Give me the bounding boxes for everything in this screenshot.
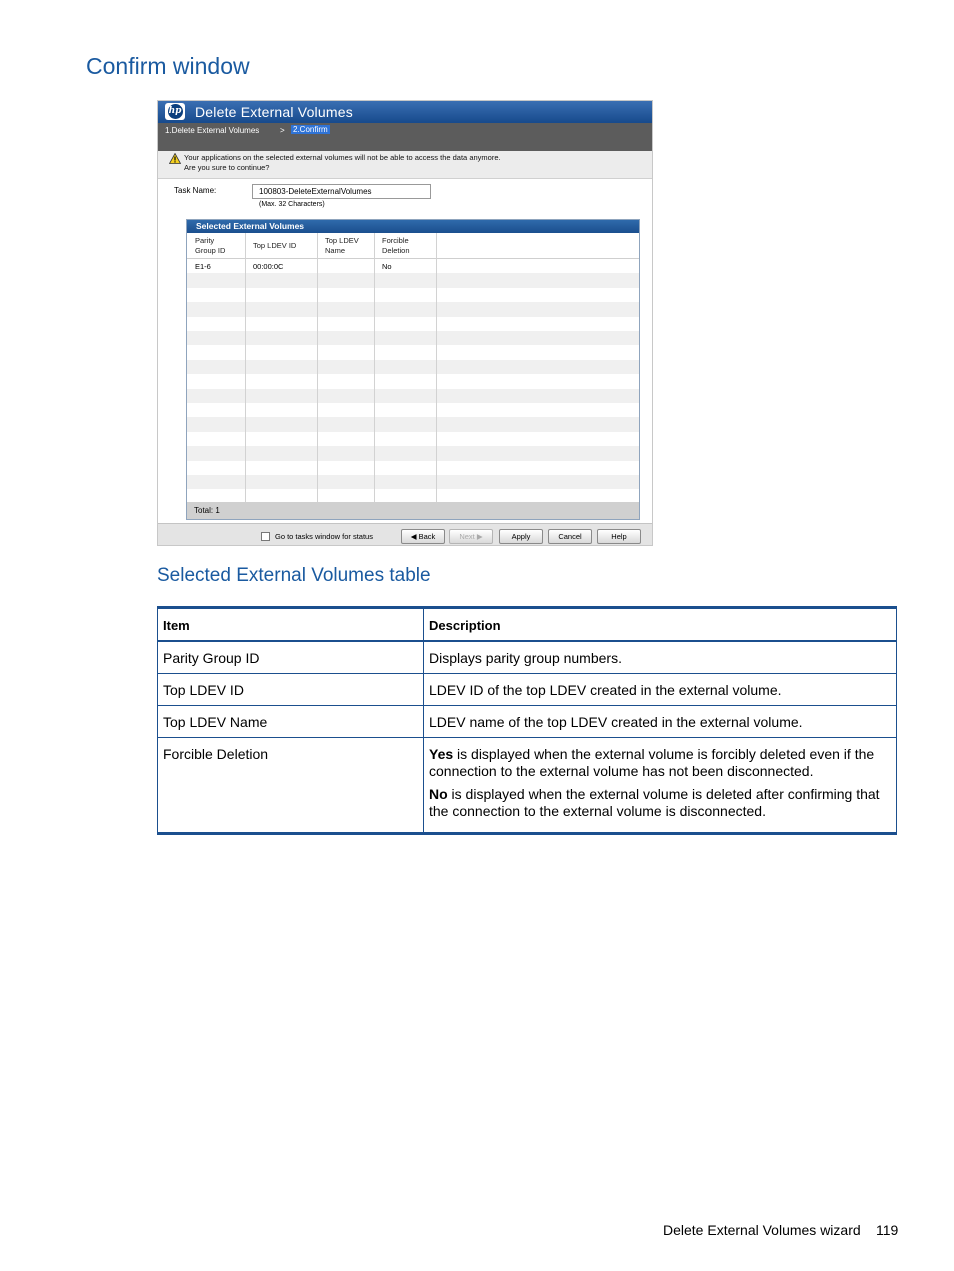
table-row: [158, 641, 897, 674]
column-divider: [436, 233, 437, 503]
grid-total: Total: 1: [187, 502, 639, 520]
grid-rows: [187, 259, 639, 503]
window-title-bar: [158, 101, 653, 123]
table-row: [158, 738, 897, 834]
task-name-label: Task Name:: [174, 186, 217, 195]
yes-text: is displayed when the external volume is forcibly deleted even if the connection to the external volume has not been disconnected.: [429, 746, 875, 779]
empty-table-row: [187, 389, 639, 403]
no-keyword: No: [429, 786, 448, 802]
empty-table-row: [187, 331, 639, 345]
header-item: Item: [158, 608, 424, 642]
item-cell: Top LDEV Name: [158, 706, 424, 738]
confirm-window-screenshot: [157, 100, 653, 546]
next-label: Next: [459, 532, 475, 541]
column-header-line: Top LDEV: [325, 236, 359, 245]
section-heading-selected-table: Selected External Volumes table: [157, 565, 431, 586]
task-name-hint: (Max. 32 Characters): [259, 201, 325, 208]
column-header-top-ldev-id[interactable]: [253, 241, 296, 251]
empty-table-row: [187, 302, 639, 316]
column-divider: [317, 233, 318, 503]
table-row[interactable]: [187, 259, 639, 273]
yes-description: [429, 746, 891, 780]
column-header-line: Top LDEV ID: [253, 241, 297, 250]
apply-button[interactable]: Apply: [499, 529, 543, 544]
column-header-parity-group-id[interactable]: [195, 236, 225, 256]
go-to-tasks-checkbox[interactable]: [261, 532, 270, 541]
wizard-steps: [158, 123, 653, 151]
description-cell: [424, 738, 897, 834]
selected-external-volumes-grid: [186, 219, 640, 520]
empty-table-row: [187, 446, 639, 460]
column-header-top-ldev-name[interactable]: [325, 236, 359, 256]
no-text: is displayed when the external volume is deleted after confirming that the connection to the external volume is disconnected.: [429, 786, 880, 819]
help-button[interactable]: Help: [597, 529, 641, 544]
column-divider: [374, 233, 375, 503]
task-name-input[interactable]: 100803-DeleteExternalVolumes: [252, 184, 431, 199]
empty-table-row: [187, 403, 639, 417]
table-header-row: [158, 608, 897, 642]
page-footer-title: Delete External Volumes wizard: [663, 1222, 861, 1238]
empty-table-row: [187, 273, 639, 287]
next-button[interactable]: [449, 529, 493, 544]
item-cell: Parity Group ID: [158, 641, 424, 674]
table-row: [158, 674, 897, 706]
next-arrow-icon: ▶: [476, 532, 483, 541]
cancel-button[interactable]: Cancel: [548, 529, 592, 544]
empty-table-row: [187, 432, 639, 446]
description-cell: LDEV name of the top LDEV created in the external volume.: [424, 706, 897, 738]
empty-table-row: [187, 374, 639, 388]
warning-icon: [169, 153, 181, 164]
grid-header: [187, 233, 639, 259]
column-header-line: Deletion: [382, 246, 410, 255]
warning-line-2: Are you sure to continue?: [184, 163, 270, 172]
page-number: 119: [876, 1222, 899, 1238]
wizard-footer: [158, 523, 653, 546]
cell-parity-group-id: E1-6: [195, 262, 211, 271]
warning-line-1: Your applications on the selected external volumes will not be able to access the data anymore.: [184, 153, 501, 162]
column-header-line: Name: [325, 246, 346, 255]
empty-table-row: [187, 417, 639, 431]
empty-table-row: [187, 317, 639, 331]
back-button[interactable]: [401, 529, 445, 544]
column-divider: [245, 233, 246, 503]
description-table: [157, 606, 897, 835]
column-header-line: Group ID: [195, 246, 226, 255]
section-heading-confirm-window: Confirm window: [86, 53, 250, 79]
warning-message: [158, 151, 653, 179]
description-cell: LDEV ID of the top LDEV created in the external volume.: [424, 674, 897, 706]
column-header-line: Parity: [195, 236, 215, 245]
item-cell: Top LDEV ID: [158, 674, 424, 706]
back-arrow-icon: ◀: [410, 532, 417, 541]
column-header-line: Forcible: [382, 236, 409, 245]
cell-forcible-deletion: No: [382, 262, 392, 271]
empty-table-row: [187, 288, 639, 302]
column-header-forcible-deletion[interactable]: [382, 236, 410, 256]
item-cell: Forcible Deletion: [158, 738, 424, 834]
empty-table-row: [187, 360, 639, 374]
empty-table-row: [187, 345, 639, 359]
empty-table-row: [187, 461, 639, 475]
no-description: [429, 786, 891, 820]
step-delete-external-volumes[interactable]: 1.Delete External Volumes: [165, 126, 260, 135]
empty-table-row: [187, 475, 639, 489]
yes-keyword: Yes: [429, 746, 454, 762]
table-row: [158, 706, 897, 738]
grid-title: Selected External Volumes: [187, 220, 639, 233]
cell-top-ldev-id: 00:00:0C: [253, 262, 284, 271]
back-label: Back: [418, 532, 436, 541]
description-cell: Displays parity group numbers.: [424, 641, 897, 674]
go-to-tasks-label: Go to tasks window for status: [275, 532, 373, 541]
step-separator: >: [280, 126, 285, 135]
step-confirm[interactable]: 2.Confirm: [293, 125, 328, 134]
window-title: Delete External Volumes: [195, 104, 353, 120]
hp-logo-icon: hp: [165, 103, 185, 120]
header-description: Description: [424, 608, 897, 642]
